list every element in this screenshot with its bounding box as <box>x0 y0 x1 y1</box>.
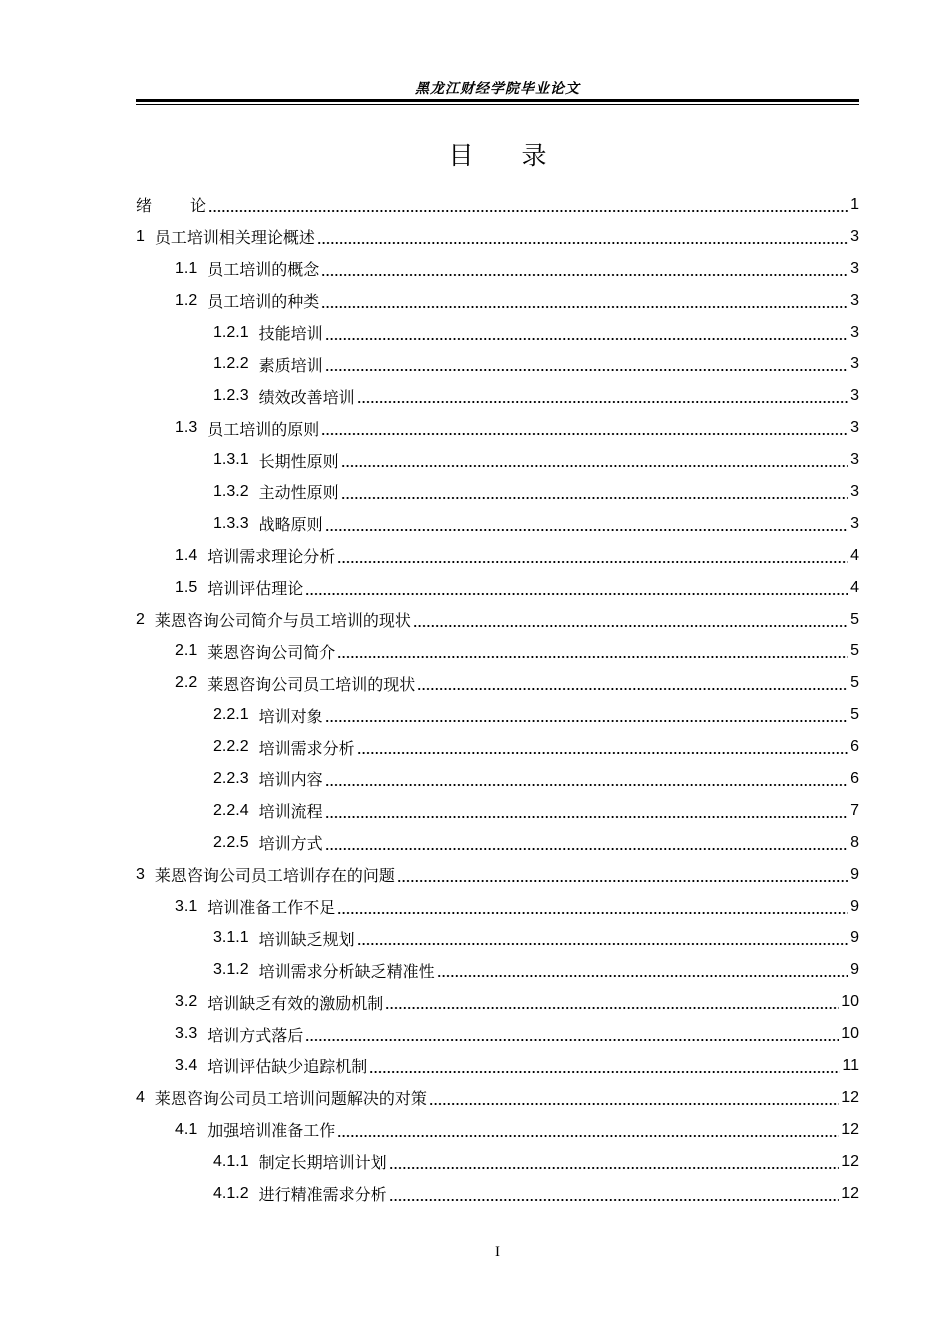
toc-entry[interactable] <box>136 317 859 349</box>
toc-entry-number: 1.3.3 <box>213 514 249 532</box>
toc-entry-number: 2.1 <box>175 642 198 660</box>
toc-entry-page: 9 <box>850 897 859 915</box>
toc-entry[interactable] <box>136 667 859 699</box>
toc-entry-number: 4.1.1 <box>213 1152 249 1170</box>
toc-entry-number: 2.2.4 <box>213 801 249 819</box>
toc-entry[interactable] <box>136 572 859 604</box>
toc-entry-number: 1.2.3 <box>213 387 249 405</box>
toc-entry-page: 11 <box>842 1056 859 1074</box>
toc-entry-title: 绪论 <box>136 196 207 216</box>
toc-entry-title: 培训评估理论 <box>207 579 304 599</box>
toc-entry[interactable] <box>136 1018 859 1050</box>
toc-leader-dots <box>369 1059 840 1073</box>
toc-entry-number: 1.2.1 <box>213 323 249 341</box>
toc-leader-dots <box>325 804 848 818</box>
toc-leader-dots <box>325 772 848 786</box>
toc-entry-title: 莱恩咨询公司员工培训存在的问题 <box>154 866 395 886</box>
toc-entry[interactable] <box>136 1114 859 1146</box>
toc-entry[interactable] <box>136 635 859 667</box>
toc-entry[interactable] <box>136 795 859 827</box>
toc-entry-page: 5 <box>850 706 859 724</box>
toc-entry-number: 1.3.2 <box>213 482 249 500</box>
toc-entry-title: 培训需求分析缺乏精准性 <box>258 961 435 981</box>
toc-leader-dots <box>337 549 848 563</box>
toc-entry-page: 10 <box>841 993 859 1011</box>
toc-leader-dots <box>337 900 848 914</box>
toc-entry[interactable] <box>136 891 859 923</box>
toc-entry-number: 2 <box>136 610 145 628</box>
toc-entry-title: 战略原则 <box>258 515 323 535</box>
toc-entry-number: 1.1 <box>175 259 198 277</box>
toc-entry-title: 员工培训的概念 <box>207 260 320 280</box>
toc-entry-page: 3 <box>850 355 859 373</box>
toc-leader-dots <box>325 326 848 340</box>
toc-leader-dots <box>341 453 848 467</box>
toc-entry-title: 培训对象 <box>258 706 323 726</box>
toc-entry-number: 3.4 <box>175 1056 198 1074</box>
toc-entry-number: 3.1.1 <box>213 929 249 947</box>
toc-entry-title: 培训需求理论分析 <box>207 547 336 567</box>
toc-title: 目录 <box>448 141 595 170</box>
toc-entry-number: 4 <box>136 1088 145 1106</box>
toc-entry[interactable] <box>136 285 859 317</box>
toc-leader-dots <box>341 485 848 499</box>
running-header: 黑龙江财经学院毕业论文 <box>415 81 580 97</box>
toc-entry-page: 8 <box>850 833 859 851</box>
toc-leader-dots <box>325 708 848 722</box>
toc-entry[interactable] <box>136 348 859 380</box>
toc-entry[interactable] <box>136 954 859 986</box>
toc-entry[interactable] <box>136 731 859 763</box>
toc-entry-title: 莱恩咨询公司员工培训的现状 <box>207 674 416 694</box>
toc-entry[interactable] <box>136 476 859 508</box>
toc-entry-title: 制定长期培训计划 <box>258 1153 387 1173</box>
toc-entry[interactable] <box>136 540 859 572</box>
toc-entry-page: 5 <box>850 674 859 692</box>
toc-entry-page: 6 <box>850 738 859 756</box>
toc-leader-dots <box>325 517 848 531</box>
toc-leader-dots <box>325 357 848 371</box>
toc-entry-number: 4.1 <box>175 1120 198 1138</box>
toc-entry[interactable] <box>136 444 859 476</box>
toc-entry-page: 10 <box>841 1025 859 1043</box>
toc-entry-title: 员工培训相关理论概述 <box>154 228 315 248</box>
toc-entry-number: 2.2.3 <box>213 769 249 787</box>
toc-entry-page: 3 <box>850 514 859 532</box>
toc-entry-title: 莱恩咨询公司简介 <box>207 642 336 662</box>
toc-entry-page: 7 <box>850 801 859 819</box>
toc-entry-number: 2.2.1 <box>213 706 249 724</box>
toc-entry-page: 9 <box>850 865 859 883</box>
toc-entry-title: 培训流程 <box>258 802 323 822</box>
toc-entry[interactable] <box>136 922 859 954</box>
toc-entry-title: 培训缺乏规划 <box>258 929 355 949</box>
toc-leader-dots <box>389 1155 840 1169</box>
toc-leader-dots <box>325 836 848 850</box>
toc-leader-dots <box>437 963 848 977</box>
toc-leader-dots <box>317 230 848 244</box>
toc-entry-number: 3.1.2 <box>213 961 249 979</box>
toc-entry-title: 培训方式落后 <box>207 1025 304 1045</box>
header-rule-thick <box>136 99 859 102</box>
toc-entry-number: 3.1 <box>175 897 198 915</box>
toc-entry-number: 1.2.2 <box>213 355 249 373</box>
toc-entry-title: 培训准备工作不足 <box>207 898 336 918</box>
toc-entry-title: 素质培训 <box>258 355 323 375</box>
toc-entry-page: 3 <box>850 259 859 277</box>
toc-entry-page: 3 <box>850 227 859 245</box>
toc-entry-page: 3 <box>850 387 859 405</box>
toc-entry-number: 3 <box>136 865 145 883</box>
toc-entry-title: 技能培训 <box>258 324 323 343</box>
toc-leader-dots <box>321 421 848 435</box>
toc-entry-title: 培训方式 <box>258 834 323 854</box>
toc-entry-page: 4 <box>850 546 859 564</box>
toc-entry-title: 绩效改善培训 <box>258 387 355 407</box>
toc-entry-page: 5 <box>850 610 859 628</box>
toc-entry-title: 培训需求分析 <box>258 738 355 758</box>
toc-entry-title: 主动性原则 <box>258 483 339 503</box>
toc-entry-page: 6 <box>850 769 859 787</box>
toc-entry-number: 2.2 <box>175 674 198 692</box>
toc-leader-dots <box>208 198 848 212</box>
toc-leader-dots <box>357 389 848 403</box>
toc-entry-number: 1.4 <box>175 546 198 564</box>
toc-leader-dots <box>337 644 848 658</box>
toc-entry-page: 3 <box>850 482 859 500</box>
toc-entry-number: 2.2.5 <box>213 833 249 851</box>
toc-entry-page: 3 <box>850 323 859 341</box>
toc-leader-dots <box>321 262 848 276</box>
toc-entry[interactable] <box>136 1082 859 1114</box>
toc-entry-page: 4 <box>850 578 859 596</box>
toc-leader-dots <box>385 995 839 1009</box>
footer-page-number: I <box>495 1244 500 1260</box>
toc-entry[interactable] <box>136 859 859 891</box>
toc-entry-title: 员工培训的原则 <box>207 419 320 439</box>
toc-entry-title: 培训内容 <box>258 770 323 790</box>
toc-entry-page: 9 <box>850 961 859 979</box>
toc-entry-number: 2.2.2 <box>213 738 249 756</box>
toc-entry-number: 3.2 <box>175 993 198 1011</box>
toc-leader-dots <box>357 931 848 945</box>
toc-leader-dots <box>305 1027 839 1041</box>
toc-entry-title: 进行精准需求分析 <box>258 1185 387 1205</box>
toc-leader-dots <box>321 294 848 308</box>
toc-entry[interactable] <box>136 763 859 795</box>
toc-entry-number: 1.3 <box>175 419 198 437</box>
toc-entry-title: 加强培训准备工作 <box>207 1121 336 1141</box>
toc-entry[interactable] <box>136 699 859 731</box>
header-rule-thin <box>136 104 859 105</box>
toc-entry[interactable] <box>136 380 859 412</box>
toc-leader-dots <box>357 740 848 754</box>
toc-leader-dots <box>389 1187 840 1201</box>
toc-entry[interactable] <box>136 1178 859 1210</box>
toc-entry-page: 12 <box>841 1120 859 1138</box>
toc-leader-dots <box>429 1091 839 1105</box>
toc-entry-title: 培训评估缺少追踪机制 <box>207 1057 368 1077</box>
toc-leader-dots <box>337 1123 839 1137</box>
toc-entry-number: 1 <box>136 227 145 245</box>
toc-entry[interactable] <box>136 253 859 285</box>
toc-entry-number: 4.1.2 <box>213 1184 249 1202</box>
toc-entry-title: 员工培训的种类 <box>207 292 320 312</box>
toc-entry[interactable] <box>136 221 859 253</box>
toc-entry-page: 1 <box>850 195 859 213</box>
toc-entry[interactable] <box>136 604 859 636</box>
toc-leader-dots <box>397 868 848 882</box>
toc-entry-title: 培训缺乏有效的激励机制 <box>207 993 384 1013</box>
toc-leader-dots <box>305 581 848 595</box>
toc-entry-page: 3 <box>850 451 859 469</box>
toc-entry-number: 1.5 <box>175 578 198 596</box>
toc-entry-number: 3.3 <box>175 1025 198 1043</box>
toc-entry-page: 5 <box>850 642 859 660</box>
toc-entry-title: 莱恩咨询公司简介与员工培训的现状 <box>154 611 411 631</box>
toc-entry-page: 12 <box>841 1088 859 1106</box>
toc-entry[interactable] <box>136 189 859 221</box>
toc-leader-dots <box>413 613 848 627</box>
toc-entry-number: 1.2 <box>175 291 198 309</box>
toc-entry-page: 3 <box>850 419 859 437</box>
toc-entry[interactable] <box>136 508 859 540</box>
toc-entry[interactable] <box>136 1050 859 1082</box>
table-of-contents <box>136 189 859 1210</box>
toc-entry-page: 12 <box>841 1184 859 1202</box>
toc-entry-title: 莱恩咨询公司员工培训问题解决的对策 <box>154 1089 427 1109</box>
toc-entry[interactable] <box>136 412 859 444</box>
toc-entry[interactable] <box>136 1146 859 1178</box>
toc-entry-page: 3 <box>850 291 859 309</box>
toc-entry-page: 12 <box>841 1152 859 1170</box>
toc-entry-title: 长期性原则 <box>258 451 339 471</box>
toc-entry-number: 1.3.1 <box>213 451 249 469</box>
toc-leader-dots <box>417 676 848 690</box>
toc-entry[interactable] <box>136 986 859 1018</box>
toc-entry-page: 9 <box>850 929 859 947</box>
toc-entry[interactable] <box>136 827 859 859</box>
